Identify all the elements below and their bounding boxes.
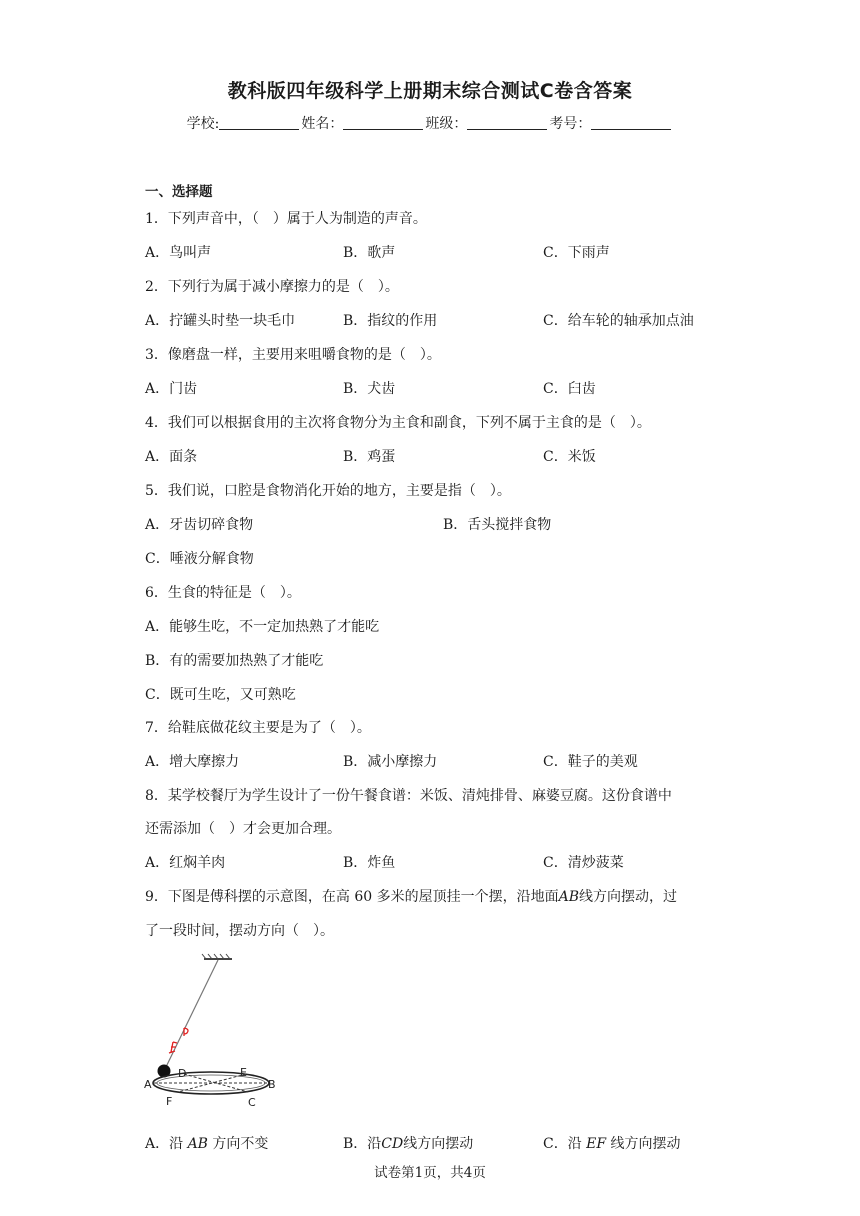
question-9-stem-line-1 [145, 886, 677, 906]
question-5-stem: 5．我们说，口腔是食物消化开始的地方，主要是指（ ）。 [145, 483, 511, 499]
question-6-option-c: C．既可生吃，又可熟吃 [145, 687, 296, 703]
question-4-option-b: B．鸡蛋 [343, 449, 396, 465]
question-3-option-a: A．门齿 [145, 381, 198, 397]
option-line-name: CD [381, 1136, 404, 1152]
question-1-option-b: B．歌声 [343, 245, 396, 261]
option-text: A．沿 [145, 1136, 188, 1152]
figure-label-f: F [166, 1095, 173, 1108]
name-label: 姓名： [301, 116, 344, 132]
page-footer: 试卷第1页，共4页 [374, 1165, 486, 1181]
question-7-option-a: A．增大摩擦力 [145, 754, 240, 770]
figure-label-c: C [248, 1096, 256, 1109]
name-field[interactable] [343, 115, 423, 130]
question-1-option-c: C．下雨声 [543, 245, 610, 261]
option-text: 线方向摆动 [606, 1136, 681, 1152]
question-2-stem: 2．下列行为属于减小摩擦力的是（ ）。 [145, 279, 399, 295]
option-text: C．沿 [543, 1136, 587, 1152]
figure-label-d: D [178, 1067, 187, 1080]
question-9-stem-ab: AB [558, 889, 580, 905]
question-9-stem-line-2: 了一段时间，摆动方向（ ）。 [145, 923, 334, 939]
question-1-stem: 1．下列声音中，（ ）属于人为制造的声音。 [145, 211, 427, 227]
figure-label-a: A [144, 1078, 152, 1091]
question-6-option-a: A．能够生吃，不一定加热熟了才能吃 [145, 619, 380, 635]
question-5-option-a: A．牙齿切碎食物 [145, 517, 254, 533]
option-text: B．沿 [343, 1136, 382, 1152]
question-9-stem-part-1: 9．下图是傅科摆的示意图，在高 60 多米的屋顶挂一个摆，沿地面 [145, 889, 559, 905]
question-3-option-c: C．臼齿 [543, 381, 596, 397]
question-9-option-a [145, 1133, 268, 1153]
exam-no-field[interactable] [591, 115, 671, 130]
question-5-option-b: B．舌头搅拌食物 [443, 517, 552, 533]
student-info-line [0, 113, 860, 133]
question-1-option-a: A．鸟叫声 [145, 245, 212, 261]
option-text: 方向不变 [207, 1136, 269, 1152]
question-9-stem-part-2: 线方向摆动，过 [579, 889, 678, 905]
ceiling-mount [202, 954, 232, 959]
exam-no-label: 考号： [549, 116, 592, 132]
question-8-option-b: B．炸鱼 [343, 855, 396, 871]
class-field[interactable] [467, 115, 547, 130]
page-title: 教科版四年级科学上册期末综合测试C卷含答案 [227, 80, 633, 102]
question-7-stem: 7．给鞋底做花纹主要是为了（ ）。 [145, 720, 371, 736]
class-label: 班级： [425, 116, 468, 132]
question-9-option-b [343, 1133, 473, 1153]
option-line-name: AB [187, 1136, 208, 1152]
question-2-option-b: B．指纹的作用 [343, 313, 438, 329]
question-2-option-a: A．拧罐头时垫一块毛巾 [145, 313, 296, 329]
question-6-stem: 6．生食的特征是（ ）。 [145, 585, 301, 601]
question-8-option-c: C．清炒菠菜 [543, 855, 624, 871]
question-8-stem-line-1: 8．某学校餐厅为学生设计了一份午餐食谱：米饭、清炖排骨、麻婆豆腐。这份食谱中 [145, 788, 672, 804]
question-3-stem: 3．像磨盘一样，主要用来咀嚼食物的是（ ）。 [145, 347, 441, 363]
question-4-option-c: C．米饭 [543, 449, 596, 465]
question-7-option-c: C．鞋子的美观 [543, 754, 638, 770]
pendulum-string [165, 960, 218, 1069]
figure-label-e: E [240, 1066, 247, 1079]
question-9-option-c [543, 1133, 681, 1153]
question-5-option-c: C．唾液分解食物 [145, 551, 254, 567]
question-8-option-a: A．红焖羊肉 [145, 855, 226, 871]
foucault-pendulum-figure [140, 950, 280, 1118]
question-2-option-c: C．给车轮的轴承加点油 [543, 313, 694, 329]
question-8-stem-line-2: 还需添加（ ）才会更加合理。 [145, 821, 341, 837]
figure-label-b: B [268, 1078, 276, 1091]
question-3-option-b: B．犬齿 [343, 381, 396, 397]
option-text: 线方向摆动 [403, 1136, 474, 1152]
question-4-option-a: A．面条 [145, 449, 198, 465]
question-7-option-b: B．减小摩擦力 [343, 754, 438, 770]
option-line-name: EF [586, 1136, 607, 1152]
school-field[interactable] [219, 115, 299, 130]
school-label: 学校: [186, 116, 220, 132]
section-title: 一、选择题 [145, 184, 213, 200]
question-6-option-b: B．有的需要加热熟了才能吃 [145, 653, 324, 669]
question-4-stem: 4．我们可以根据食用的主次将食物分为主食和副食，下列不属于主食的是（ ）。 [145, 415, 651, 431]
